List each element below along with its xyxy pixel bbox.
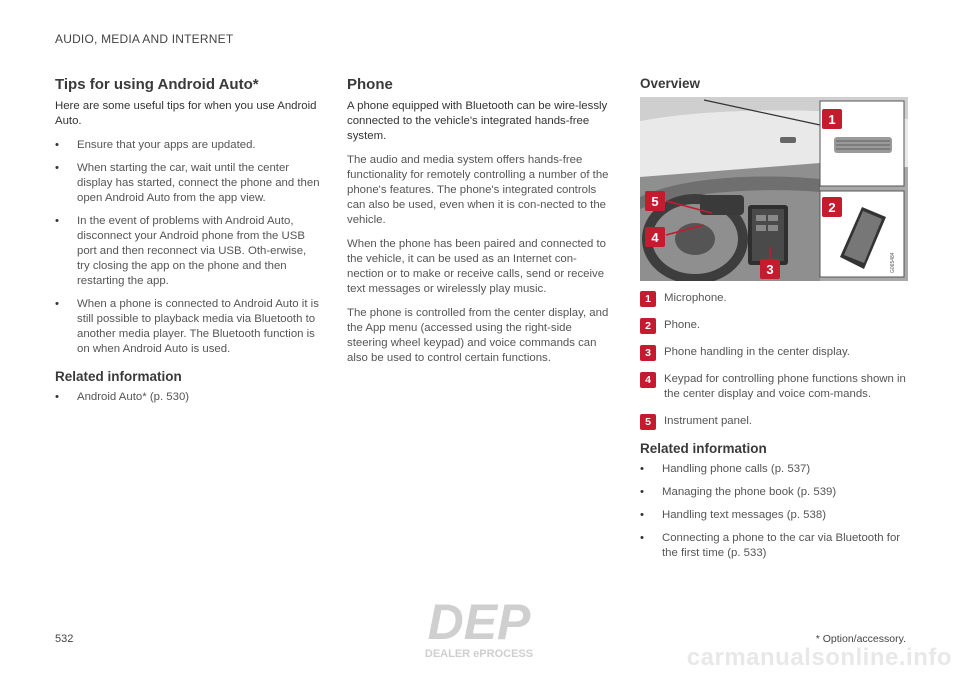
bullet-icon: • [55, 391, 59, 403]
svg-text:DEP: DEP [427, 595, 531, 650]
list-item: • When a phone is connected to Android Auto it is still possible to playback media via Bluetooth to another media player. The Bluetooth function is on when Android Auto is used. [55, 298, 319, 355]
related-info-list [640, 462, 908, 561]
tips-intro: Here are some useful tips for when you use Android Auto. [55, 100, 317, 127]
tips-list [55, 138, 320, 357]
bullet-icon: • [55, 298, 59, 310]
related-link[interactable]: • Handling text messages (p. 538) [640, 509, 826, 521]
svg-text:3: 3 [766, 262, 774, 277]
callout-number: 4 [640, 372, 656, 388]
bullet-icon: • [640, 486, 644, 498]
callout-item: 5 Instrument panel. [640, 414, 908, 429]
callout-item: 3 Phone handling in the center display. [640, 345, 908, 360]
callout-number: 3 [640, 345, 656, 361]
related-link[interactable]: • Connecting a phone to the car via Bluetooth for the first time (p. 533) [640, 532, 901, 559]
overview-title: Overview [640, 76, 701, 91]
callout-marker-5 [645, 191, 665, 211]
svg-text:2: 2 [828, 200, 836, 215]
bullet-icon: • [640, 509, 644, 521]
svg-text:DEALER ePROCESS: DEALER ePROCESS [424, 648, 534, 660]
callout-marker-3 [760, 259, 780, 279]
footnote: * Option/accessory. [815, 633, 906, 645]
section-header: AUDIO, MEDIA AND INTERNET [55, 32, 234, 46]
list-item: • Ensure that your apps are updated. [55, 139, 256, 151]
phone-lead: A phone equipped with Bluetooth can be wire-lessly connected to the vehicle's integrated hands-free system. [347, 100, 608, 142]
callout-number: 2 [640, 318, 656, 334]
related-link[interactable]: • Managing the phone book (p. 539) [640, 486, 837, 498]
svg-text:4: 4 [651, 230, 659, 245]
callout-marker-4 [645, 227, 665, 247]
callout-item: 2 Phone. [640, 318, 908, 333]
bullet-icon: • [640, 463, 644, 475]
dealer-eprocess-logo [394, 595, 564, 661]
related-link[interactable]: • Android Auto* (p. 530) [55, 391, 190, 403]
callout-marker-1 [822, 109, 842, 129]
phone-column [347, 76, 612, 375]
tips-title: Tips for using Android Auto* [55, 76, 259, 93]
site-watermark: carmanualsonline.info [686, 644, 952, 671]
bullet-icon: • [55, 162, 59, 174]
svg-text:1: 1 [828, 112, 836, 127]
callout-number: 1 [640, 291, 656, 307]
callout-marker-2 [822, 197, 842, 217]
related-info-title: Related information [640, 441, 767, 456]
interior-svg [640, 97, 908, 281]
list-item: • When starting the car, wait until the center display has started, connect the phone and then open Android Auto from the app view. [55, 162, 320, 204]
callout-item: 4 Keypad for controlling phone functions shown in the center display and voice com-mands. [640, 372, 908, 402]
bullet-icon: • [55, 139, 59, 151]
related-info-title: Related information [55, 369, 182, 384]
svg-text:5: 5 [651, 194, 659, 209]
page-number: 532 [55, 633, 74, 645]
related-link[interactable]: • Handling phone calls (p. 537) [640, 463, 811, 475]
phone-title: Phone [347, 76, 393, 93]
callout-list [640, 291, 908, 429]
phone-paragraph: When the phone has been paired and connected to the vehicle, it can be used as an Internet con-nection or to make or receive calls, send or receive text messages or wirelessly play music. [347, 238, 607, 295]
list-item: • In the event of problems with Android Auto, disconnect your Android phone from the USB port and then reconnect via USB. Oth-erwise, try closing the app on the phone and then restarting the app. [55, 215, 307, 287]
bullet-icon: • [640, 532, 644, 544]
overview-column [640, 76, 908, 573]
phone-paragraph: The phone is controlled from the center display, and the App menu (accessed using the right-side steering wheel keypad) and voice commands can also be used to control certain functions. [347, 307, 609, 364]
figure-code: G065484 [890, 252, 896, 273]
bullet-icon: • [55, 215, 59, 227]
phone-paragraph: The audio and media system offers hands-free functionality for remotely controlling a number of the phone's features. The phone's integrated controls can also be used, even when it is con-nected to the vehicle. [347, 154, 609, 226]
callout-number: 5 [640, 414, 656, 430]
car-interior-illustration [640, 97, 908, 281]
callout-item: 1 Microphone. [640, 291, 908, 306]
related-info-list [55, 390, 320, 405]
tips-column [55, 76, 320, 417]
